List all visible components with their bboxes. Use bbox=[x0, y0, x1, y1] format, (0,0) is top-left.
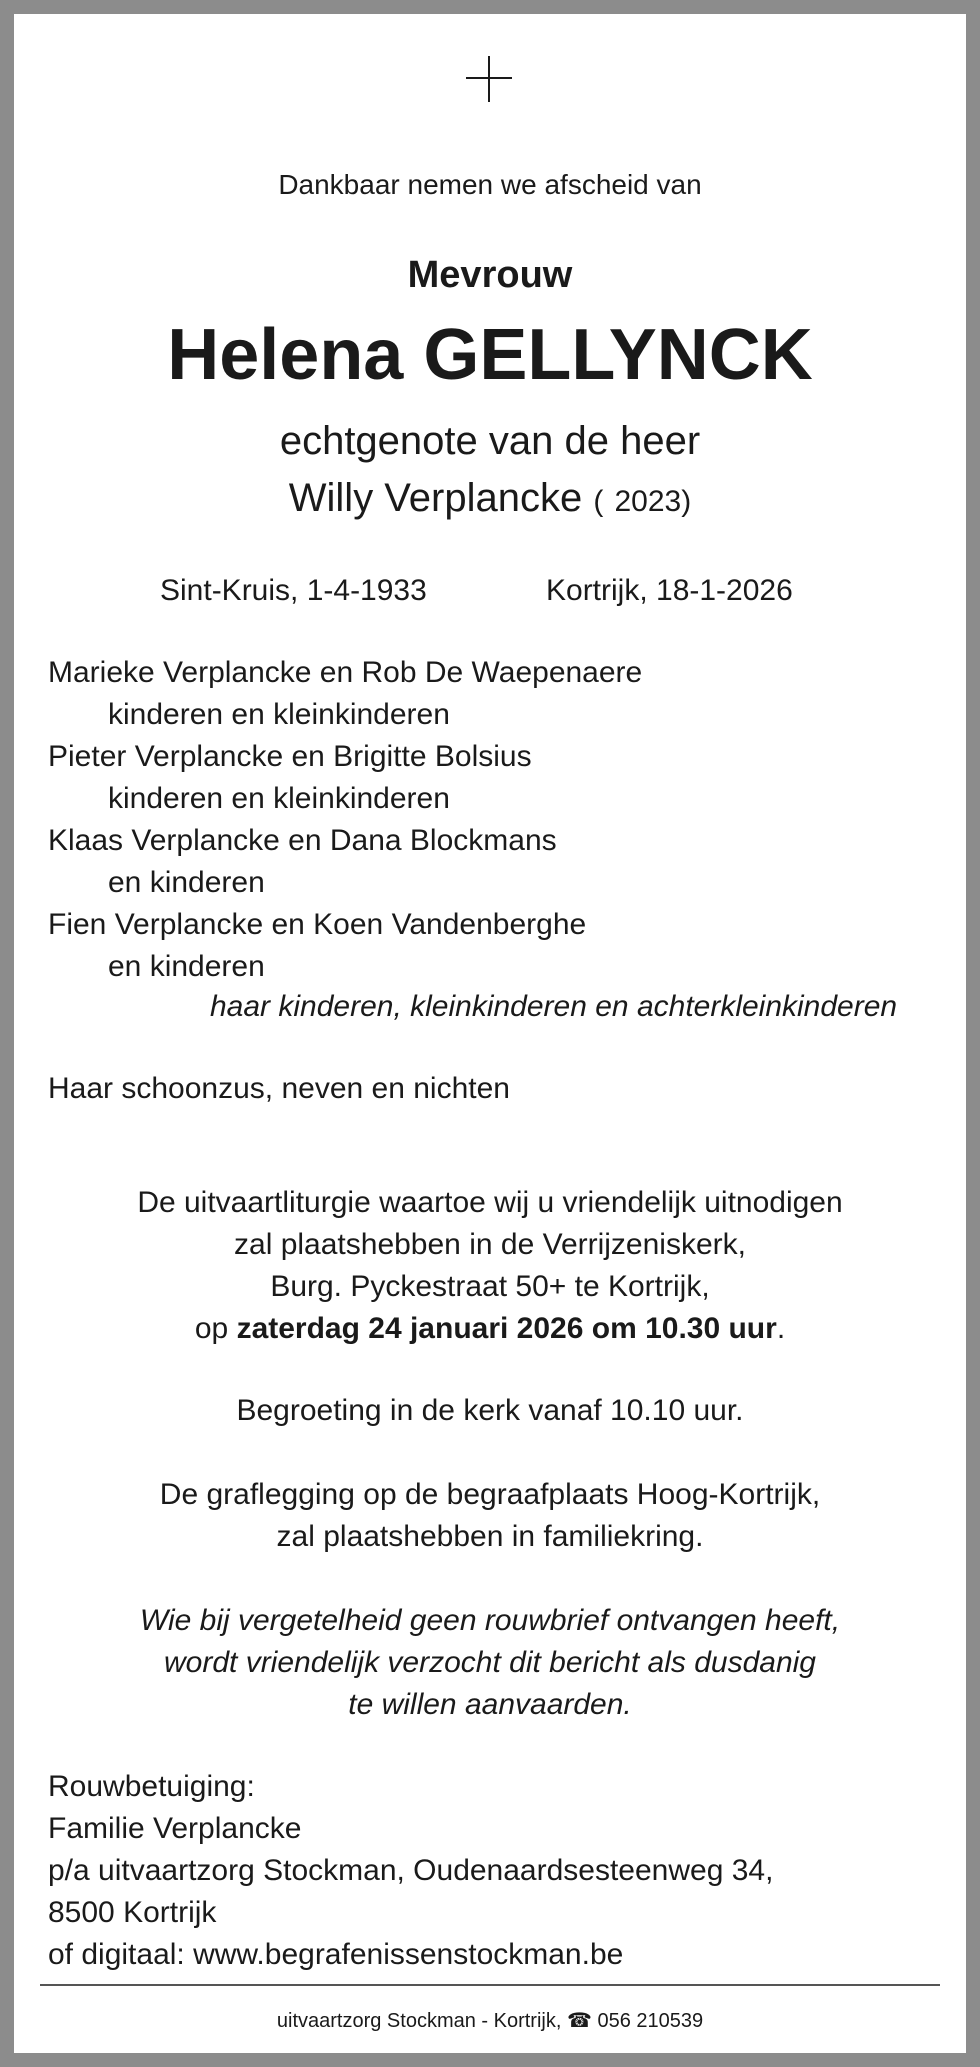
condolence-line: Rouwbetuiging: bbox=[48, 1770, 255, 1803]
condolence-website[interactable]: of digitaal: www.begrafenissenstockman.be bbox=[48, 1938, 624, 1971]
family-summary: haar kinderen, kleinkinderen en achterkleinkinderen bbox=[210, 990, 898, 1023]
ceremony-prefix: op bbox=[194, 1312, 229, 1345]
spouse-name: Willy Verplancke bbox=[288, 476, 583, 520]
spouse-year: 2023) bbox=[614, 485, 692, 518]
family-line: kinderen en kleinkinderen bbox=[108, 782, 450, 815]
condolence-line: p/a uitvaartzorg Stockman, Oudenaardsesteenweg 34, bbox=[48, 1854, 774, 1887]
family-line: Fien Verplancke en Koen Vandenberghe bbox=[48, 908, 587, 941]
greeting-text: Begroeting in de kerk vanaf 10.10 uur. bbox=[236, 1394, 744, 1427]
condolence-line: Familie Verplancke bbox=[48, 1812, 302, 1845]
spouse-line: echtgenote van de heer bbox=[279, 419, 701, 463]
burial-line: zal plaatshebben in familiekring. bbox=[276, 1520, 704, 1553]
footer-phone[interactable]: 056 210539 bbox=[597, 2010, 704, 2032]
obituary-card bbox=[14, 14, 966, 2053]
death-date: Kortrijk, 18-1-2026 bbox=[546, 574, 793, 607]
family-line: Marieke Verplancke en Rob De Waepenaere bbox=[48, 656, 643, 689]
condolence-line: 8500 Kortrijk bbox=[48, 1896, 217, 1929]
ceremony-suffix: . bbox=[776, 1312, 786, 1345]
ceremony-line: zal plaatshebben in de Verrijzeniskerk, bbox=[234, 1228, 746, 1261]
notice-line: wordt vriendelijk verzocht dit bericht als dusdanig bbox=[164, 1646, 816, 1679]
ceremony-datetime bbox=[14, 1312, 966, 1346]
family-line: kinderen en kleinkinderen bbox=[108, 698, 450, 731]
notice-line: Wie bij vergetelheid geen rouwbrief ontvangen heeft, bbox=[139, 1604, 841, 1637]
notice-line: te willen aanvaarden. bbox=[348, 1688, 632, 1721]
deceased-name: Helena GELLYNCK bbox=[167, 315, 813, 395]
footer-divider bbox=[40, 1984, 940, 1986]
family-line: en kinderen bbox=[108, 866, 265, 899]
spouse-paren: ( bbox=[593, 485, 604, 518]
footer bbox=[14, 2008, 966, 2033]
footer-company: uitvaartzorg Stockman - Kortrijk, bbox=[276, 2010, 562, 2032]
family-line: Klaas Verplancke en Dana Blockmans bbox=[48, 824, 557, 857]
ceremony-line: De uitvaartliturgie waartoe wij u vriendelijk uitnodigen bbox=[137, 1186, 843, 1219]
family-line: Pieter Verplancke en Brigitte Bolsius bbox=[48, 740, 532, 773]
honorific: Mevrouw bbox=[407, 254, 573, 296]
family-line: en kinderen bbox=[108, 950, 265, 983]
spouse-name-line bbox=[14, 476, 966, 521]
ceremony-date: zaterdag 24 januari 2026 om 10.30 uur bbox=[236, 1312, 777, 1345]
burial-line: De graflegging op de begraafplaats Hoog-Kortrijk, bbox=[159, 1478, 821, 1511]
birth-date: Sint-Kruis, 1-4-1933 bbox=[160, 574, 427, 607]
phone-icon: ☎ bbox=[566, 2010, 592, 2032]
cross-icon bbox=[464, 54, 514, 104]
intro-text: Dankbaar nemen we afscheid van bbox=[278, 169, 702, 200]
other-relatives: Haar schoonzus, neven en nichten bbox=[48, 1072, 510, 1105]
ceremony-line: Burg. Pyckestraat 50+ te Kortrijk, bbox=[270, 1270, 710, 1303]
